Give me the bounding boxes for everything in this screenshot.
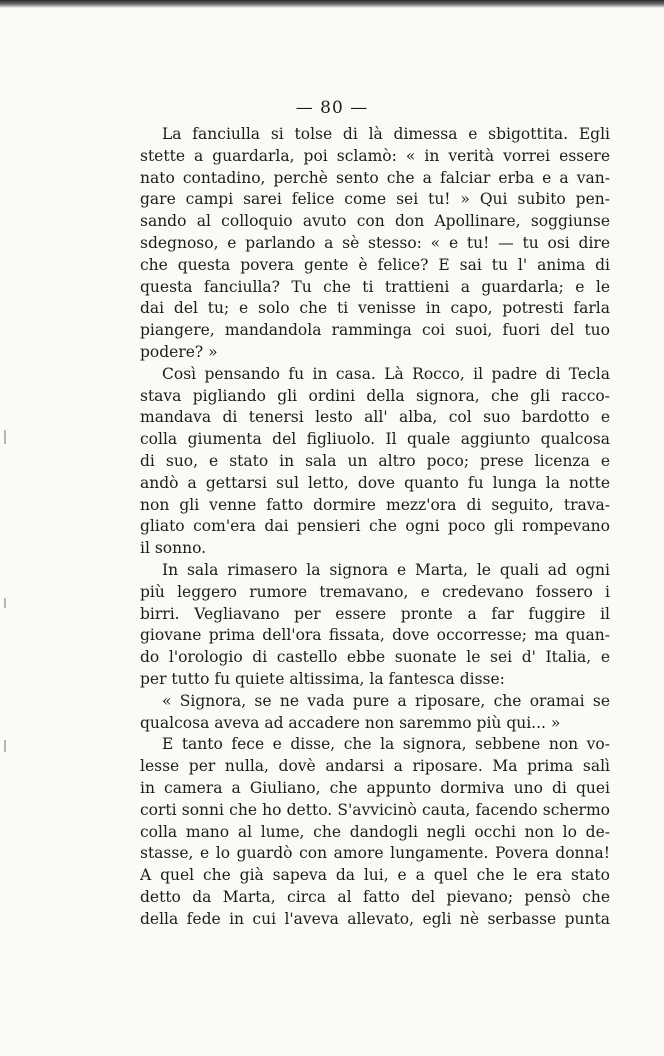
text-line: stette a guardarla, poi sclamò: « in verità vorrei essere [140, 146, 610, 165]
text-line: più leggero rumore tremavano, e credevano fossero i [140, 582, 610, 601]
page-number: — 80 — [295, 98, 369, 118]
text-line: piangere, mandandola ramminga coi suoi, fuori del tuo [140, 321, 610, 340]
text-line: Così pensando fu in casa. Là Rocco, il padre di Tecla [162, 364, 610, 383]
text-line: di suo, e stato in sala un altro poco; prese licenza e [140, 451, 610, 470]
text-line: non gli venne fatto dormire mezz'ora di seguito, trava- [140, 495, 610, 514]
text-line: sdegnoso, e parlando a sè stesso: « e tu! — tu osi dire [140, 233, 610, 252]
page-top-edge-shadow [0, 0, 664, 8]
text-line: E tanto fece e disse, che la signora, sebbene non vo- [162, 735, 610, 754]
page-margin-mark [4, 740, 6, 752]
text-line: lesse per nulla, dovè andarsi a riposare. Ma prima salì [140, 757, 610, 776]
text-line: podere? » [140, 342, 218, 361]
text-line: il sonno. [140, 539, 207, 558]
text-line: gliato com'era dai pensieri che ogni poco gli rompevano [140, 517, 610, 536]
text-line: nato contadino, perchè sento che a falciar erba e a van- [140, 168, 610, 187]
text-line: A quel che già sapeva da lui, e a quel che le era stato [140, 866, 610, 885]
text-line: che questa povera gente è felice? E sai tu l' anima di [140, 255, 610, 274]
text-line: mandava di tenersi lesto all' alba, col suo bardotto e [140, 408, 610, 427]
text-line: corti sonni che ho detto. S'avvicinò cauta, facendo schermo [140, 800, 610, 819]
text-line: per tutto fu quiete altissima, la fantesca disse: [140, 669, 505, 688]
text-line: colla mano al lume, che dandogli negli occhi non lo de- [140, 822, 610, 841]
text-line: stasse, e lo guardò con amore lungamente. Povera donna! [140, 844, 610, 863]
page-margin-mark [4, 598, 6, 608]
text-line: La fanciulla si tolse di là dimessa e sbigottita. Egli [162, 125, 610, 143]
text-line: andò a gettarsi sul letto, dove quanto fu lunga la notte [140, 473, 610, 492]
text-line: « Signora, se ne vada pure a riposare, che oramai se [162, 691, 610, 710]
text-line: sando al colloquio avuto con don Apollinare, soggiunse [140, 212, 610, 231]
text-line: birri. Vegliavano per essere pronte a far fuggire il [140, 604, 610, 623]
text-line: colla giumenta del figliuolo. Il quale aggiunto qualcosa [140, 430, 610, 449]
text-line: questa fanciulla? Tu che ti trattieni a guardarla; e le [140, 277, 610, 296]
text-line: dai del tu; e solo che ti venisse in capo, potresti farla [140, 299, 610, 318]
body-text [140, 124, 610, 930]
text-line: detto da Marta, circa al fatto del pievano; pensò che [140, 887, 610, 906]
text-line: do l'orologio di castello ebbe suonate le sei d' Italia, e [140, 648, 610, 667]
text-line: stava pigliando gli ordini della signora, che gli racco- [140, 386, 610, 405]
text-line: della fede in cui l'aveva allevato, egli nè serbasse punta [140, 909, 610, 928]
text-line: qualcosa aveva ad accadere non saremmo più qui... » [140, 713, 561, 732]
text-line: in camera a Giuliano, che appunto dormiva uno di quei [140, 778, 610, 797]
text-line: In sala rimasero la signora e Marta, le quali ad ogni [162, 560, 610, 579]
page-margin-mark [4, 430, 6, 444]
text-line: gare campi sarei felice come sei tu! » Qui subito pen- [140, 190, 610, 209]
text-line: giovane prima dell'ora fissata, dove occorresse; ma quan- [140, 626, 610, 645]
